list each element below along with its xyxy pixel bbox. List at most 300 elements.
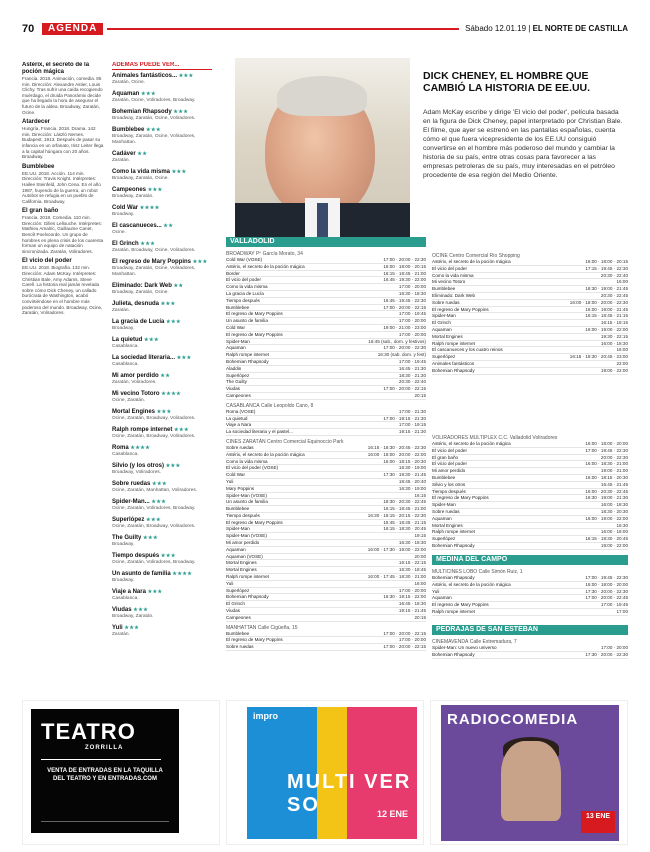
rating-stars: ★★★ <box>176 355 192 361</box>
showtime-film: Superlópez <box>432 536 456 542</box>
teatro-zorrilla-ad[interactable] <box>22 700 220 845</box>
showtime-row <box>226 513 426 520</box>
showtime-times: 16:15 · 22:15 <box>398 560 426 566</box>
showtime-row <box>226 637 426 644</box>
showtime-film: Spider-Man (VOSE) <box>226 533 267 539</box>
rating-stars: ★★★ <box>124 625 140 631</box>
showtime-film: Viudas <box>226 608 240 614</box>
showtime-film: Cold War (VOSE) <box>226 257 263 262</box>
showtime-row <box>226 379 426 386</box>
also-showing-item <box>112 319 212 332</box>
also-showing-item <box>112 241 212 254</box>
showtime-row <box>226 615 426 622</box>
film-title: Aquaman <box>112 91 140 97</box>
also-showing-title <box>112 427 212 434</box>
showtime-row <box>432 307 628 314</box>
film-synopses-column <box>22 62 104 692</box>
showtime-film: Mortal Engines <box>432 522 463 528</box>
film-title: Viaje a Nara <box>112 589 146 595</box>
showtime-film: Ralph rompe internet <box>226 574 269 580</box>
rating-stars: ★★★ <box>178 73 194 79</box>
showtime-row <box>226 574 426 581</box>
showtime-times: 16:00 · 18:30 <box>600 340 628 346</box>
showtime-film: Como la vida misma <box>226 458 268 464</box>
showtime-row <box>432 589 628 596</box>
showtime-film: Aquaman <box>432 595 452 601</box>
pedrajas-heading: PEDRAJAS DE SAN ESTEBAN <box>432 625 628 635</box>
also-showing-item <box>112 517 212 530</box>
showtime-times: 16:15 · 18:45 · 21:00 <box>383 270 426 276</box>
synopsis-text: Francia. 2018. Animación, comedia. 85 min. Dirección: Alexandre Astier, Louis Clichy. Tras sufrir una caída recogiendo muérdago, el druida Panorámix decide que ha llegado la hora de asegurar el futuro de la aldea. Broadway, Zaratán, Ocine. <box>22 76 103 115</box>
showtime-times: 16:00 <box>414 580 426 586</box>
also-showing-cinemas: Broadway, Zaratán, Ocine, Voliradores. <box>112 116 196 121</box>
showtime-times: 18:30 · 20:30 <box>600 508 628 514</box>
also-showing-item <box>112 445 212 458</box>
voliradores-listings <box>432 432 628 552</box>
also-showing-cinemas: Ocine, Zaratán, Manhattan, Voliradores. <box>112 488 198 493</box>
showtime-times: 16:15 · 18:45 · 21:15 <box>585 313 628 319</box>
showtime-row <box>226 465 426 472</box>
showtime-row <box>432 645 628 652</box>
film-title: La sociedad literaria... <box>112 355 176 361</box>
showtime-row <box>432 279 628 286</box>
showtime-row <box>226 366 426 373</box>
rating-stars: ★★ <box>163 223 174 229</box>
also-showing-item <box>112 73 212 86</box>
synopsis-block <box>22 208 104 254</box>
film-title: Roma <box>112 445 129 451</box>
rating-stars: ★★★ <box>160 301 176 307</box>
rating-stars: ★★★ <box>143 535 158 541</box>
showtime-row <box>432 595 628 602</box>
showtime-film: Yuli <box>226 478 234 484</box>
showtime-times: 16:30 · 19:15 · 22:00 <box>383 594 426 600</box>
showtime-row <box>432 347 628 354</box>
showtime-film: Roma (VOSE) <box>226 408 256 414</box>
showtime-row <box>432 575 628 582</box>
showtime-film: Ralph rompe internet <box>226 352 269 358</box>
showtime-times: 20:15 <box>414 614 426 620</box>
showtime-times: 16:00 · 17:45 · 18:30 · 21:00 <box>367 574 426 580</box>
showtime-times: 17:00 · 20:00 · 22:45 <box>585 595 628 601</box>
showtime-row <box>432 293 628 300</box>
film-title: Campeones <box>112 187 147 193</box>
showtime-film: Animales fantásticos <box>432 360 475 366</box>
showtime-film: Mi vecino Totoro <box>432 279 466 285</box>
showtime-film: El regreso de Mary Poppins <box>432 602 489 608</box>
advert-row <box>22 700 628 845</box>
showtime-times: 16:15 <box>414 492 426 498</box>
showtime-row <box>226 486 426 493</box>
page-number: 70 <box>22 22 35 35</box>
showtime-row <box>226 445 426 452</box>
teatro-ad-rule <box>41 759 161 760</box>
showtime-row <box>226 567 426 574</box>
showtime-times: 16:00 · 18:30 · 21:00 <box>585 461 628 467</box>
impro-ad-multiverso: MULTI VER SO <box>287 771 412 816</box>
showtime-film: Astérix, el secreto de la poción mágica <box>432 581 511 587</box>
showtime-film: Mortal Engines <box>432 333 463 339</box>
also-showing-item <box>112 589 212 602</box>
showtime-film: Como la vida misma <box>226 284 268 290</box>
showtime-row <box>432 489 628 496</box>
also-showing-cinemas: Broadway, Voliradores. <box>112 470 161 475</box>
showtime-film: Spider-Man <box>226 526 250 532</box>
also-showing-title <box>112 169 212 176</box>
showtime-row <box>226 305 426 312</box>
showtime-row <box>432 609 628 616</box>
showtime-times: 16:30 · 18:45 <box>398 567 426 573</box>
showtime-row <box>432 495 628 502</box>
showtime-row <box>432 441 628 448</box>
also-showing-title <box>112 187 212 194</box>
showtime-row <box>432 286 628 293</box>
also-showing-item <box>112 205 212 218</box>
also-showing-cinemas: Zaratán. <box>112 308 130 313</box>
showtime-row <box>226 345 426 352</box>
medina-listings <box>432 566 628 621</box>
showtime-row <box>226 409 426 416</box>
also-showing-item <box>112 463 212 476</box>
showtime-film: La sociedad literaria y el pastel... <box>226 429 293 435</box>
rating-stars: ★★★ <box>147 187 163 193</box>
showtime-film: Bohemian Rhapsody <box>226 358 269 364</box>
showtime-film: Sobre ruedas <box>432 508 460 514</box>
showtime-film: Superlópez <box>226 372 250 378</box>
showtime-film: Bumblebee <box>226 304 250 310</box>
also-showing-cinemas: Broadway, Zaratán, Ocine, Voliradores, Manhattan. <box>112 134 196 145</box>
showtime-film: Sobre ruedas <box>226 444 254 450</box>
showtime-times: 16:45 · 18:30 <box>398 601 426 607</box>
showtime-row <box>432 652 628 659</box>
showtime-row <box>226 547 426 554</box>
showtime-film: La quietud <box>226 415 248 421</box>
also-showing-title <box>112 73 212 80</box>
showtime-row <box>226 499 426 506</box>
showtime-row <box>226 588 426 595</box>
showtime-row <box>432 475 628 482</box>
valladolid-listings <box>226 248 426 693</box>
showtime-times: 19:15 <box>414 533 426 539</box>
also-showing-cinemas: Broadway, Zaratán, Ocine, Voliradores, Manhattan. <box>112 266 196 277</box>
also-showing-item <box>112 283 212 296</box>
showtime-times: 20:15 <box>414 392 426 398</box>
showtime-film: Ralph rompe internet <box>432 608 475 614</box>
cinema-title: CASABLANCA <box>226 402 260 409</box>
showtime-film: Tiempo después <box>226 512 260 518</box>
showtime-row <box>226 359 426 366</box>
also-showing-item <box>112 481 212 494</box>
also-showing-title <box>112 109 212 116</box>
showtime-times: 16:30 <box>616 522 628 528</box>
cinema-title: CINEMAVENDA <box>432 639 469 645</box>
rating-stars: ★★★ <box>133 607 149 613</box>
showtime-row <box>226 298 426 305</box>
showtime-row <box>432 313 628 320</box>
also-showing-item <box>112 571 212 584</box>
synopsis-title: Bumblebee <box>22 163 55 170</box>
showtime-times: 17:00 · 20:00 <box>600 645 628 650</box>
pedrajas-listings <box>432 636 628 671</box>
also-showing-cinemas: Ocine, Zaratán, Voliradores, Broadway. <box>112 560 196 565</box>
film-title: Cold War <box>112 205 139 211</box>
showtime-times: 17:00 · 20:00 · 22:30 <box>383 257 426 262</box>
showtime-times: 16:00 · 19:00 · 22:00 <box>585 326 628 332</box>
showtime-film: Sobre ruedas <box>432 299 460 305</box>
showtime-film: Spider-Man <box>432 502 456 508</box>
showtime-times: 17:00 · 20:00 · 22:30 <box>383 345 426 351</box>
also-showing-cinemas: Broadway, Zaratán, Ocine. <box>112 176 169 181</box>
showtime-row <box>432 529 628 536</box>
synopsis-title: Atardecer <box>22 119 51 126</box>
also-showing-item <box>112 535 212 548</box>
showtime-times: 19:00 · 21:00 <box>600 468 628 474</box>
synopsis-title: Astérix, el secreto de la poción mágica <box>22 62 90 75</box>
also-showing-title <box>112 283 212 290</box>
also-showing-title <box>112 223 212 230</box>
showtime-times: 17:00 · 20:00 <box>398 284 426 290</box>
showtime-film: Viaje a Nara <box>226 422 252 428</box>
feature-photo <box>235 58 410 238</box>
showtime-row <box>432 259 628 266</box>
also-showing-column <box>112 62 212 692</box>
also-showing-item <box>112 607 212 620</box>
radiocomedia-ad[interactable] <box>430 700 628 845</box>
showtime-times: 17:00 · 21:30 <box>398 408 426 414</box>
showtime-times: 17:30 · 19:30 · 21:45 <box>383 472 426 478</box>
also-showing-item <box>112 427 212 440</box>
showtime-film: Aquaman <box>432 515 452 521</box>
showtime-row <box>226 257 426 264</box>
section-label: AGENDA <box>42 23 103 35</box>
film-title: Silvio (y los otros) <box>112 463 165 469</box>
showtime-times: 16:30 · 19:00 <box>398 485 426 491</box>
showtime-film: Mi amor perdido <box>432 468 466 474</box>
also-showing-cinemas: Casablanca. <box>112 452 139 457</box>
cinema-address: Pº García Morato, 34 <box>256 251 303 257</box>
showtime-film: La gracia de Lucía <box>226 290 264 296</box>
showtime-times: 16:30 · 19:00 · 21:30 <box>585 495 628 501</box>
rating-stars: ★★★ <box>152 481 167 487</box>
showtime-film: Tiempo después <box>226 297 260 303</box>
also-showing-item <box>112 391 212 404</box>
synopsis-text: Hungría, Francia. 2018. Drama. 142 min. Dirección: László Nemes. Budapest, 1913. Después de pasar su infancia en un orfanato, Irisz Leiter llega a la capital húngara con 20 años. Broadway. <box>22 126 104 160</box>
showtime-row <box>432 509 628 516</box>
synopsis-block <box>22 258 104 315</box>
showtime-times: 16:00 · 18:00 · 20:00 <box>585 581 628 587</box>
showtime-row <box>432 320 628 327</box>
also-showing-title <box>112 571 212 578</box>
showtime-times: 17:00 · 19:45 · 22:30 <box>585 447 628 453</box>
showtime-times: 16:45 · 21:30 <box>398 365 426 371</box>
rating-stars: ★★★ <box>151 499 167 505</box>
valladolid-heading: VALLADOLID <box>226 237 426 247</box>
film-title: Bohemian Rhapsody <box>112 109 172 115</box>
film-title: Spider-Man... <box>112 499 150 505</box>
also-showing-cinemas: Broadway. <box>112 542 135 547</box>
showtime-times: 16:00 · 17:30 · 19:00 · 22:00 <box>367 546 426 552</box>
showtime-film: Aquaman <box>226 345 246 351</box>
showtime-times: 19:00 · 22:00 <box>600 542 628 548</box>
also-showing-cinemas: Zaratán. <box>112 632 130 637</box>
showtime-film: Mi amor perdido <box>226 540 260 546</box>
showtime-film: Yuli <box>226 580 234 586</box>
showtime-film: Aquaman <box>226 546 246 552</box>
also-showing-title <box>112 205 212 212</box>
also-showing-title <box>112 241 212 248</box>
showtime-times: 20:00 · 22:30 <box>600 454 628 460</box>
also-showing-cinemas: Broadway, Zaratán, Ocine. <box>112 290 169 295</box>
also-showing-cinemas: Broadway. <box>112 212 135 217</box>
showtime-row <box>432 368 628 375</box>
showtime-times: 16:30 (sab. dom. y fest) <box>377 352 426 358</box>
showtime-times: 16:15 · 18:30 · 20:45 · 22:30 <box>367 444 426 450</box>
also-showing-title <box>112 463 212 470</box>
showtime-row <box>226 339 426 346</box>
showtime-times: 16:00 · 18:00 · 20:00 · 22:30 <box>569 299 628 305</box>
showtime-times: 20:30 · 22:45 <box>600 292 628 298</box>
synopsis-title: El vicio del poder <box>22 258 72 265</box>
showtime-times: 16:45 · 19:45 · 22:30 <box>383 297 426 303</box>
showtime-row <box>226 631 426 638</box>
showtime-film: Un asunto de familia <box>226 318 268 324</box>
showtime-row <box>226 332 426 339</box>
impro-multiverso-ad[interactable] <box>226 700 424 845</box>
showtime-film: Bohemian Rhapsody <box>432 367 475 373</box>
showtime-row <box>226 601 426 608</box>
showtime-times: 16:45 · 21:45 <box>600 481 628 487</box>
showtime-times: 17:00 · 19:45 <box>398 358 426 364</box>
showtime-row <box>226 422 426 429</box>
cinema-title: VOLIRADORES MULTIPLEX <box>432 435 497 441</box>
header-rule <box>107 28 459 30</box>
showtime-times: 16:15 · 18:30 · 20:45 · 23:00 <box>569 354 628 360</box>
showtime-film: Bumblebee <box>226 630 250 636</box>
showtime-film: Bohemian Rhapsody <box>432 542 475 548</box>
showtime-film: Campeones <box>226 392 251 398</box>
also-showing-title <box>112 373 212 380</box>
showtime-row <box>432 543 628 550</box>
showtime-film: Sobre ruedas <box>226 644 254 650</box>
showtime-times: 19:00 · 21:00 · 23:00 <box>383 324 426 330</box>
showtime-times: 17:00 · 20:00 · 22:15 <box>383 630 426 636</box>
showtime-film: Spider-Man <box>226 338 250 344</box>
also-showing-title <box>112 91 212 98</box>
also-showing-cinemas: Zaratán, Ocine. <box>112 80 146 85</box>
showtime-row <box>432 482 628 489</box>
radio-ad-person <box>501 741 561 821</box>
rating-stars: ★★★ <box>166 319 181 325</box>
showtime-row <box>226 493 426 500</box>
also-showing-title <box>112 319 212 326</box>
showtime-film: El regreso de Mary Poppins <box>432 495 489 501</box>
showtime-film: Como la vida misma <box>432 272 474 278</box>
also-showing-item <box>112 499 212 512</box>
radio-ad-date: 13 ENE <box>581 811 615 833</box>
showtime-film: Spider-Man (VOSE) <box>226 492 267 498</box>
showtime-film: El vicio del poder <box>432 447 467 453</box>
showtime-film: Astérix, el secreto de la poción mágica <box>432 441 511 446</box>
showtime-times: 16:15 · 18:15 <box>600 320 628 326</box>
showtime-times: 16:00 · 20:30 · 22:45 <box>585 488 628 494</box>
showtime-film: Campeones <box>226 614 251 620</box>
showtime-row <box>226 520 426 527</box>
teatro-ad-text: VENTA DE ENTRADAS EN LA TAQUILLA DEL TEATRO Y EN ENTRADAS.COM <box>47 768 163 782</box>
also-showing-item <box>112 373 212 386</box>
showtime-row <box>432 468 628 475</box>
synopsis-text: EE.UU. 2018. Acción. 114 min. Dirección: Travis Knight. Intérpretes: Hailee Steinfeld, John Cena. En el año 1987, huyendo de la guerra, un robot Autobot se refugia en un pueblo de California. Broadway. <box>22 170 101 204</box>
film-title: Sobre ruedas <box>112 481 151 487</box>
cinema-title: CINES ZARATÁN <box>226 438 266 445</box>
showtime-row <box>226 277 426 284</box>
showtime-film: Mortal Engines <box>226 567 257 573</box>
showtime-row <box>432 300 628 307</box>
showtime-film: Superlópez <box>432 354 456 360</box>
also-showing-cinemas: Zaratán, Ocine, Voliradores, Broadway. <box>112 98 196 103</box>
synopsis-title: El gran baño <box>22 208 59 215</box>
showtime-times: 16:00 · 18:00 · 20:15 <box>383 263 426 269</box>
showtime-row <box>226 271 426 278</box>
also-showing-cinemas: Ocine, Zaratán, Broadway, Voliradores. <box>112 416 196 421</box>
showtime-times: 17:00 · 19:15 <box>398 422 426 428</box>
showtime-times: 17:30 · 20:00 · 22:30 <box>585 651 628 657</box>
showtime-film: El regreso de Mary Poppins <box>432 306 489 312</box>
showtime-film: Aladdin <box>226 365 242 371</box>
showtime-film: The Guilty <box>226 379 247 385</box>
showtime-row <box>226 560 426 567</box>
showtime-times: 17:00 · 19:45 · 22:30 <box>585 575 628 580</box>
showtime-row <box>432 327 628 334</box>
showtime-film: Ralph rompe internet <box>432 340 475 346</box>
showtime-row <box>226 318 426 325</box>
rating-stars: ★★★ <box>144 337 159 343</box>
film-title: La quietud <box>112 337 143 343</box>
also-showing-item <box>112 355 212 368</box>
also-showing-title <box>112 499 212 506</box>
film-title: Tiempo después <box>112 553 160 559</box>
showtime-row <box>226 608 426 615</box>
showtime-times: 16:30 · 18:30 <box>398 290 426 296</box>
also-showing-cinemas: Ocine, Zaratán. <box>112 398 146 403</box>
also-showing-item <box>112 553 212 566</box>
showtime-times: 16:45 · 19:30 · 22:00 <box>383 277 426 283</box>
showtime-film: Bumblebee <box>226 506 250 512</box>
also-showing-list <box>112 73 212 638</box>
showtime-film: El regreso de Mary Poppins <box>226 637 283 643</box>
also-showing-cinemas: Ocine. <box>112 230 126 235</box>
teatro-ad-subtitle: ZORRILLA <box>85 745 124 751</box>
also-showing-title <box>112 355 212 362</box>
rating-stars: ★★★★ <box>172 571 193 577</box>
photo-tie <box>317 203 328 238</box>
showtime-times: 17:00 · 19:45 <box>600 602 628 608</box>
showtime-film: Superlópez <box>226 587 250 593</box>
showtime-times: 20:30 · 22:40 <box>600 272 628 278</box>
teatro-ad-title: TEATRO <box>41 719 136 744</box>
rating-stars: ★★★★ <box>130 445 151 451</box>
also-showing-cinemas: Broadway. <box>112 326 135 331</box>
rating-stars: ★★★ <box>192 259 208 265</box>
synopsis-text: EE.UU. 2018. Biografía. 132 min. Dirección: Adam McKay. Intérpretes: Christian Bale, Amy Adams, Steve Carell. La historia real jamás revelada sobre cómo Dick Cheney, un callado burócrata de Washington, acabó convirtiéndose en el hombre más poderoso del mundo. Broadway, Ocine, Zaratán, Voliradores. <box>22 265 103 316</box>
also-showing-cinemas: Casablanca. <box>112 344 139 349</box>
showtime-film: El gran baño <box>432 454 459 460</box>
also-showing-cinemas: Zaratán, Voliradores. <box>112 380 157 385</box>
cinema-address: Calle Cigüeña, 15 <box>257 624 298 631</box>
film-title: Yuli <box>112 625 123 631</box>
also-showing-item <box>112 625 212 638</box>
film-title: La gracia de Lucía <box>112 319 165 325</box>
film-title: The Guilty <box>112 535 142 541</box>
